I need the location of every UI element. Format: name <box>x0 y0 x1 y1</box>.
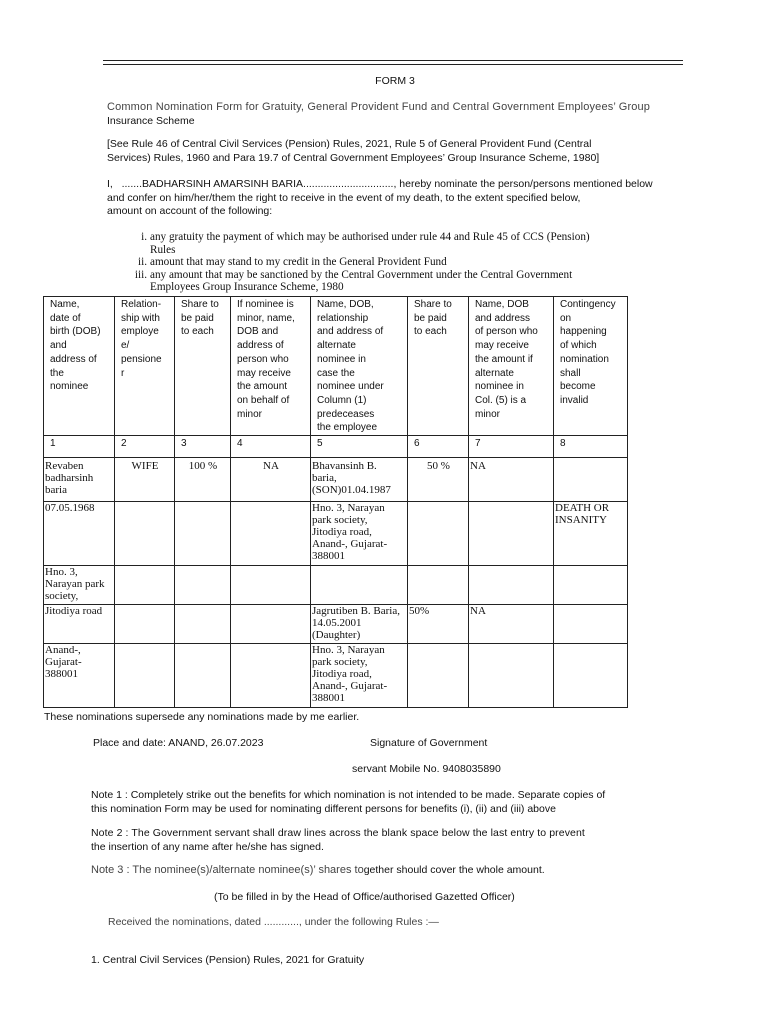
table-row <box>44 566 628 605</box>
table-cell <box>408 566 469 605</box>
table-cell: Hno. 3, Narayan park society, <box>44 566 115 605</box>
table-cell: 07.05.1968 <box>44 502 115 566</box>
table-row <box>44 502 628 566</box>
place-and-date: Place and date: ANAND, 26.07.2023 <box>93 737 264 749</box>
table-cell <box>554 458 628 502</box>
table-cell <box>311 566 408 605</box>
rule-1-gratuity: 1. Central Civil Services (Pension) Rules, 2021 for Gratuity <box>91 954 365 966</box>
table-cell <box>554 605 628 644</box>
table-cell <box>469 566 554 605</box>
column-number: 5 <box>311 436 408 458</box>
table-cell: Anand-, Gujarat- 388001 <box>44 644 115 708</box>
nomination-table <box>43 296 628 708</box>
table-cell <box>115 566 175 605</box>
header-cell: Relation- ship with employe e/ pensione r <box>115 297 175 436</box>
note-3 <box>91 864 545 877</box>
note-3-part2: gether should cover the whole amount. <box>363 864 545 876</box>
header-cell: Name, DOB and address of person who may receive the amount if alternate nominee in Col. (5) is a minor <box>469 297 554 436</box>
column-number: 8 <box>554 436 628 458</box>
table-cell <box>115 644 175 708</box>
rule-reference-line1: [See Rule 46 of Central Civil Services (Pension) Rules, 2021, Rule 5 of General Provident Fund (Central <box>107 138 592 150</box>
table-cell: WIFE <box>115 458 175 502</box>
table-cell <box>175 502 231 566</box>
note-3-part1: Note 3 : The nominee(s)/alternate nominee(s)’ shares to <box>91 864 364 876</box>
header-cell: Name, date of birth (DOB) and address of the nominee <box>44 297 115 436</box>
column-number-row <box>44 436 628 458</box>
table-row <box>44 605 628 644</box>
table-cell <box>469 502 554 566</box>
column-number: 4 <box>231 436 311 458</box>
nomination-statement-line2: and confer on him/her/them the right to receive in the event of my death, to the extent specified below, <box>107 191 581 204</box>
table-cell: Revaben badharsinh baria <box>44 458 115 502</box>
supersede-statement: These nominations supersede any nominations made by me earlier. <box>44 711 360 723</box>
table-header-row <box>44 297 628 436</box>
table-row <box>44 644 628 708</box>
nomination-statement-line3: amount on account of the following: <box>107 205 273 217</box>
table-cell <box>115 605 175 644</box>
table-cell <box>408 644 469 708</box>
table-cell <box>231 502 311 566</box>
table-cell <box>175 566 231 605</box>
table-cell <box>175 605 231 644</box>
table-cell: 50% <box>408 605 469 644</box>
table-cell: 100 % <box>175 458 231 502</box>
note-1-line1: Note 1 : Completely strike out the benefits for which nomination is not intended to be made. Separate copies of <box>91 789 606 801</box>
header-cell: Share to be paid to each <box>408 297 469 436</box>
table-row <box>44 458 628 502</box>
table-cell <box>554 644 628 708</box>
top-rule-1 <box>103 60 683 61</box>
benefit-list <box>127 231 687 294</box>
note-1 <box>91 788 605 816</box>
form-subtitle-line2: Insurance Scheme <box>107 115 195 127</box>
table-cell: Jitodiya road <box>44 605 115 644</box>
benefit-item: iii. any amount that may be sanctioned by the Central Government under the Central Government Employees Group Insurance Scheme, 1980 <box>134 268 573 293</box>
table-cell <box>469 644 554 708</box>
table-cell: Hno. 3, Narayan park society, Jitodiya road, Anand-, Gujarat- 388001 <box>311 644 408 708</box>
head-of-office-note: (To be filled in by the Head of Office/authorised Gazetted Officer) <box>214 891 515 903</box>
rule-reference <box>107 137 599 165</box>
top-rule-2 <box>103 64 683 65</box>
table-cell: Bhavansinh B. baria, (SON)01.04.1987 <box>311 458 408 502</box>
form-subtitle <box>107 100 650 128</box>
header-cell: Share to be paid to each <box>175 297 231 436</box>
note-1-line2: this nomination Form may be used for nominating different persons for benefits (i), (ii) and (iii) above <box>91 803 556 815</box>
benefit-item: ii. amount that may stand to my credit in the General Provident Fund <box>137 256 447 268</box>
nomination-statement-line1: I, .......BADHARSINH AMARSINH BARIA..............................., hereby nominate the person/persons mentioned below <box>107 178 653 190</box>
table-cell <box>231 605 311 644</box>
table-cell <box>115 502 175 566</box>
table-cell <box>231 566 311 605</box>
table-cell: 50 % <box>408 458 469 502</box>
header-cell: Name, DOB, relationship and address of alternate nominee in case the nominee under Column (1) predeceases the employee <box>311 297 408 436</box>
nomination-statement <box>107 178 653 219</box>
servant-mobile: servant Mobile No. 9408035890 <box>352 763 501 775</box>
table-cell <box>231 644 311 708</box>
table-cell: Hno. 3, Narayan park society, Jitodiya road, Anand-, Gujarat- 388001 <box>311 502 408 566</box>
table-cell: NA <box>469 458 554 502</box>
note-2-line2: the insertion of any name after he/she has signed. <box>91 841 324 853</box>
table-cell <box>554 566 628 605</box>
table-cell <box>175 644 231 708</box>
column-number: 3 <box>175 436 231 458</box>
table-cell: DEATH OR INSANITY <box>554 502 628 566</box>
column-number: 7 <box>469 436 554 458</box>
header-cell: If nominee is minor, name, DOB and address of person who may receive the amount on behalf of minor <box>231 297 311 436</box>
note-2-line1: Note 2 : The Government servant shall draw lines across the blank space below the last entry to prevent <box>91 827 585 839</box>
table-cell: NA <box>469 605 554 644</box>
table-cell: Jagrutiben B. Baria, 14.05.2001 (Daughter) <box>311 605 408 644</box>
table-cell <box>408 502 469 566</box>
column-number: 1 <box>44 436 115 458</box>
benefit-item: i. any gratuity the payment of which may be authorised under rule 44 and Rule 45 of CCS (Pension) Rules <box>141 231 590 256</box>
table-cell: NA <box>231 458 311 502</box>
form-title: FORM 3 <box>375 75 415 87</box>
column-number: 2 <box>115 436 175 458</box>
note-2 <box>91 826 585 854</box>
rule-reference-line2: Services) Rules, 1960 and Para 19.7 of Central Government Employees’ Group Insurance Scheme, 1980] <box>107 152 600 164</box>
form-subtitle-line1: Common Nomination Form for Gratuity, General Provident Fund and Central Government Employees’ Group <box>107 101 651 113</box>
signature-label: Signature of Government <box>370 737 488 749</box>
header-cell: Contingency on happening of which nomination shall become invalid <box>554 297 628 436</box>
column-number: 6 <box>408 436 469 458</box>
received-nominations: Received the nominations, dated ............, under the following Rules :— <box>108 916 439 928</box>
